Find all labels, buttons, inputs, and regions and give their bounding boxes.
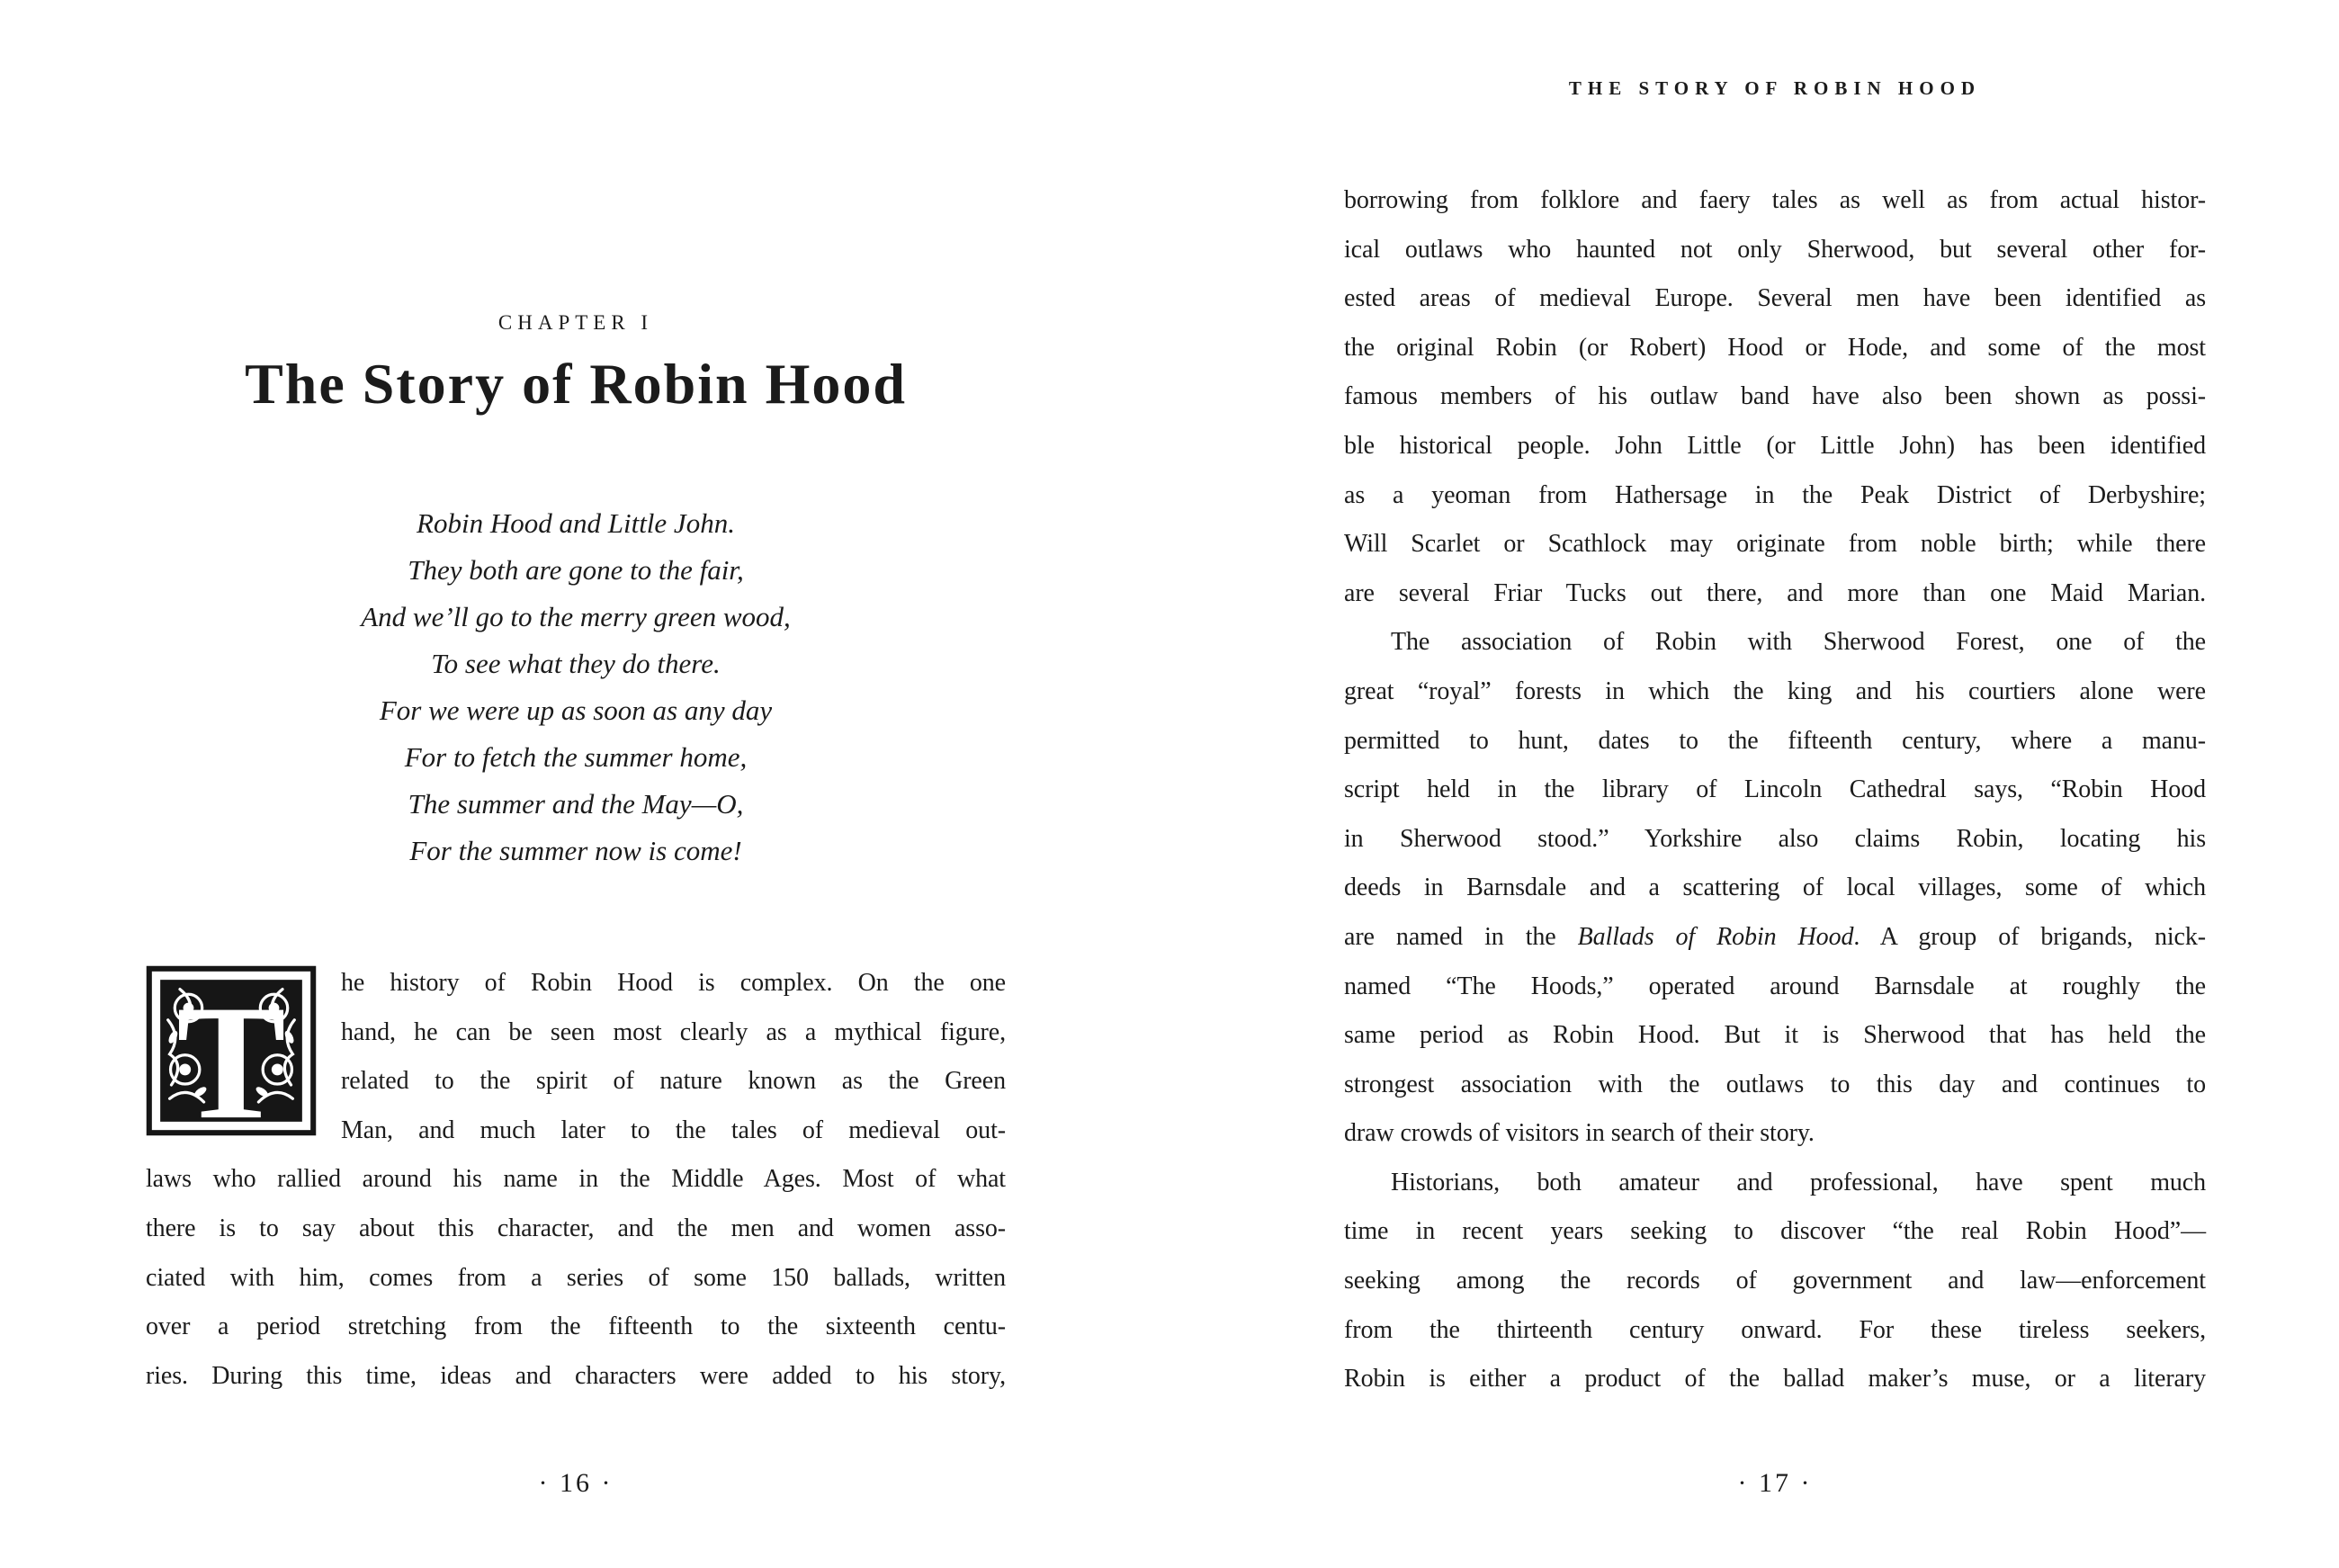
right-page (1344, 0, 2206, 1568)
text-line: famous members of his outlaw band have also been shown as possi- (1344, 382, 2206, 411)
drop-cap-ornament (146, 965, 317, 1136)
left-page (146, 0, 1006, 1568)
chapter-title: The Story of Robin Hood (245, 352, 907, 416)
page-number-right: · 17 · (1737, 1468, 1813, 1498)
poem-line: The summer and the May—O, (408, 788, 744, 820)
text-line: ical outlaws who haunted not only Sherwood, but several other for- (1344, 235, 2206, 264)
text-line: time in recent years seeking to discover “the real Robin Hood”— (1344, 1217, 2206, 1246)
body-text (1344, 176, 2206, 1404)
text-line: deeds in Barnsdale and a scattering of local villages, some of which (1344, 874, 2206, 902)
text-segment: . A group of brigands, nick- (1853, 922, 2206, 951)
text-line: Will Scarlet or Scathlock may originate from noble birth; while there (1344, 530, 2206, 559)
text-line: seeking among the records of government and law—enforcement (1344, 1267, 2206, 1295)
text-line: there is to say about this character, and the men and women asso- (146, 1214, 1006, 1242)
poem-line: And we’ll go to the merry green wood, (361, 601, 791, 632)
text-line: related to the spirit of nature known as the Green (341, 1067, 1006, 1096)
text-line: he history of Robin Hood is complex. On the one (341, 969, 1006, 997)
text-line: ries. During this time, ideas and characters were added to his story, (146, 1361, 1006, 1390)
poem-line: To see what they do there. (431, 648, 721, 679)
epigraph-poem (146, 500, 1006, 874)
text-line: Man, and much later to the tales of medieval out- (341, 1116, 1006, 1144)
text-line-with-italic (1344, 913, 2206, 963)
text-line: laws who rallied around his name in the Middle Ages. Most of what (146, 1165, 1006, 1194)
body-text (146, 959, 1006, 1401)
text-line: the original Robin (or Robert) Hood or Hode, and some of the most (1344, 333, 2206, 362)
text-line: The association of Robin with Sherwood Forest, one of the (1391, 628, 2206, 657)
text-line: script held in the library of Lincoln Cathedral says, “Robin Hood (1344, 775, 2206, 804)
text-segment: are named in the (1344, 922, 1578, 951)
text-line: ciated with him, comes from a series of some 150 ballads, written (146, 1263, 1006, 1292)
text-line: ested areas of medieval Europe. Several men have been identified as (1344, 284, 2206, 313)
running-head: THE STORY OF ROBIN HOOD (1568, 77, 1982, 99)
text-line: same period as Robin Hood. But it is Sherwood that has held the (1344, 1021, 2206, 1050)
text-line: hand, he can be seen most clearly as a mythical figure, (341, 1017, 1006, 1046)
italic-book-title: Ballads of Robin Hood (1577, 922, 1854, 951)
poem-line: They both are gone to the fair, (408, 554, 744, 586)
poem-line: For we were up as soon as any day (379, 694, 773, 726)
text-line: in Sherwood stood.” Yorkshire also claims Robin, locating his (1344, 824, 2206, 853)
text-line: strongest association with the outlaws to this day and continues to (1344, 1070, 2206, 1098)
text-line: ble historical people. John Little (or Little John) has been identified (1344, 431, 2206, 460)
poem-line: For to fetch the summer home, (404, 741, 748, 773)
text-line: as a yeoman from Hathersage in the Peak District of Derbyshire; (1344, 480, 2206, 509)
chapter-label: CHAPTER I (497, 311, 654, 334)
text-line: great “royal” forests in which the king and his courtiers alone were (1344, 676, 2206, 705)
text-line: Historians, both amateur and professional, have spent much (1391, 1168, 2206, 1196)
page-number-left: · 16 · (538, 1468, 614, 1498)
text-line: draw crowds of visitors in search of their story. (1344, 1119, 1815, 1148)
text-line: from the thirteenth century onward. For these tireless seekers, (1344, 1315, 2206, 1344)
text-line: over a period stretching from the fifteenth to the sixteenth centu- (146, 1313, 1006, 1341)
text-line: Robin is either a product of the ballad maker’s muse, or a literary (1344, 1365, 2206, 1393)
text-line: are several Friar Tucks out there, and more than one Maid Marian. (1344, 578, 2206, 607)
text-line: borrowing from folklore and faery tales as well as from actual histor- (1344, 186, 2206, 214)
drop-cap-letter: T (176, 972, 286, 1136)
poem-line: Robin Hood and Little John. (417, 507, 735, 539)
poem-line: For the summer now is come! (409, 835, 742, 866)
text-line: permitted to hunt, dates to the fifteenth century, where a manu- (1344, 726, 2206, 755)
text-line: named “The Hoods,” operated around Barnsdale at roughly the (1344, 972, 2206, 1000)
